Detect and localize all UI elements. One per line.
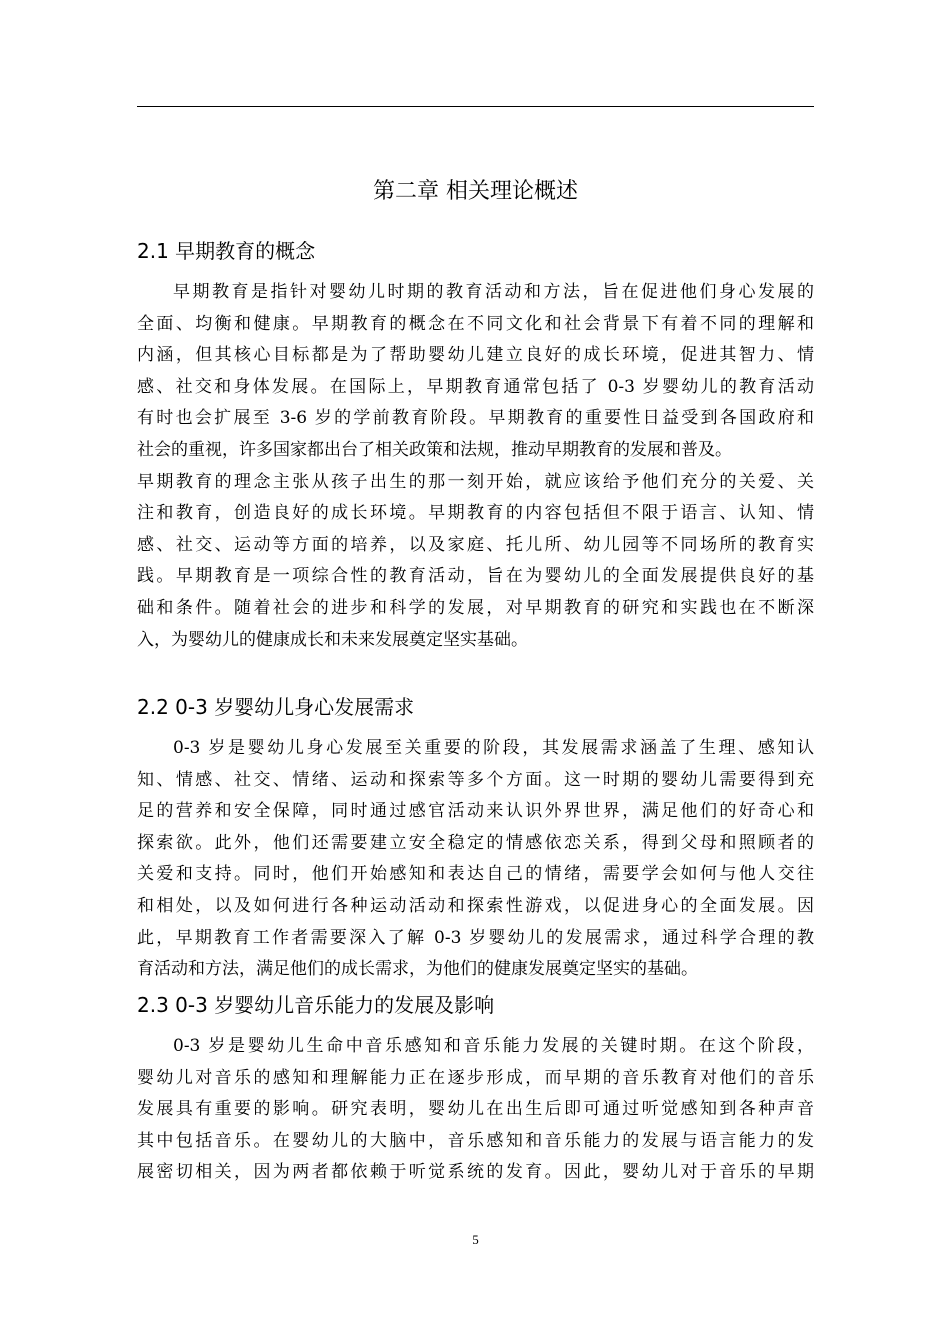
paragraph-line: 入，为婴幼儿的健康成长和未来发展奠定坚实基础。 — [137, 629, 528, 650]
paragraph-line: 关爱和支持。同时，他们开始感知和表达自己的情绪，需要学会如何与他人交往 — [137, 864, 814, 885]
section-2-1-paragraph — [137, 277, 814, 656]
paragraph-line: 感、社交、运动等方面的培养，以及家庭、托儿所、幼儿园等不同场所的教育实 — [137, 534, 814, 555]
paragraph-line: 和相处，以及如何进行各种运动活动和探索性游戏，以促进身心的全面发展。因 — [137, 895, 814, 916]
section-heading-2-3: 2.3 0-3 岁婴幼儿音乐能力的发展及影响 — [137, 993, 495, 1017]
paragraph-line: 有时也会扩展至 3-6 岁的学前教育阶段。早期教育的重要性日益受到各国政府和 — [137, 408, 814, 429]
paragraph-line: 此，早期教育工作者需要深入了解 0-3 岁婴幼儿的发展需求，通过科学合理的教 — [137, 927, 814, 948]
paragraph-line: 早期教育的理念主张从孩子出生的那一刻开始，就应该给予他们充分的关爱、关 — [137, 471, 814, 492]
chapter-title: 第二章 相关理论概述 — [373, 179, 578, 204]
paragraph-line: 内涵，但其核心目标都是为了帮助婴幼儿建立良好的成长环境，促进其智力、情 — [137, 345, 814, 366]
paragraph-line: 知、情感、社交、情绪、运动和探索等多个方面。这一时期的婴幼儿需要得到充 — [137, 769, 814, 790]
paragraph-line: 0-3 岁是婴幼儿生命中音乐感知和音乐能力发展的关键时期。在这个阶段， — [173, 1036, 814, 1056]
paragraph-line: 社会的重视，许多国家都出台了相关政策和法规，推动早期教育的发展和普及。 — [137, 439, 732, 460]
section-heading-2-2: 2.2 0-3 岁婴幼儿身心发展需求 — [137, 695, 415, 719]
paragraph-line: 感、社交和身体发展。在国际上，早期教育通常包括了 0-3 岁婴幼儿的教育活动 — [137, 376, 814, 397]
paragraph-line: 展密切相关，因为两者都依赖于听觉系统的发育。因此，婴幼儿对于音乐的早期 — [137, 1162, 814, 1183]
paragraph-line: 育活动和方法，满足他们的成长需求，为他们的健康发展奠定坚实的基础。 — [137, 959, 698, 980]
section-2-3-paragraph — [137, 1031, 814, 1189]
section-heading-2-1: 2.1 早期教育的概念 — [137, 239, 316, 263]
paragraph-line: 发展具有重要的影响。研究表明，婴幼儿在出生后即可通过听觉感知到各种声音 — [137, 1099, 814, 1120]
paragraph-line: 足的营养和安全保障，同时通过感官活动来认识外界世界，满足他们的好奇心和 — [137, 801, 814, 822]
paragraph-line: 其中包括音乐。在婴幼儿的大脑中，音乐感知和音乐能力的发展与语言能力的发 — [137, 1130, 814, 1151]
paragraph-line: 探索欲。此外，他们还需要建立安全稳定的情感依恋关系，得到父母和照顾者的 — [137, 832, 814, 853]
section-2-2-paragraph — [137, 733, 814, 986]
paragraph-line: 早期教育是指针对婴幼儿时期的教育活动和方法，旨在促进他们身心发展的 — [173, 282, 814, 302]
page-number: 5 — [472, 1232, 479, 1247]
paragraph-line: 0-3 岁是婴幼儿身心发展至关重要的阶段，其发展需求涵盖了生理、感知认 — [173, 738, 814, 758]
header-rule — [137, 106, 814, 107]
paragraph-line: 注和教育，创造良好的成长环境。早期教育的内容包括但不限于语言、认知、情 — [137, 503, 814, 524]
paragraph-line: 践。早期教育是一项综合性的教育活动，旨在为婴幼儿的全面发展提供良好的基 — [137, 566, 814, 587]
paragraph-line: 全面、均衡和健康。早期教育的概念在不同文化和社会背景下有着不同的理解和 — [137, 313, 814, 334]
paragraph-line: 础和条件。随着社会的进步和科学的发展，对早期教育的研究和实践也在不断深 — [137, 597, 814, 618]
paragraph-line: 婴幼儿对音乐的感知和理解能力正在逐步形成，而早期的音乐教育对他们的音乐 — [137, 1067, 814, 1088]
